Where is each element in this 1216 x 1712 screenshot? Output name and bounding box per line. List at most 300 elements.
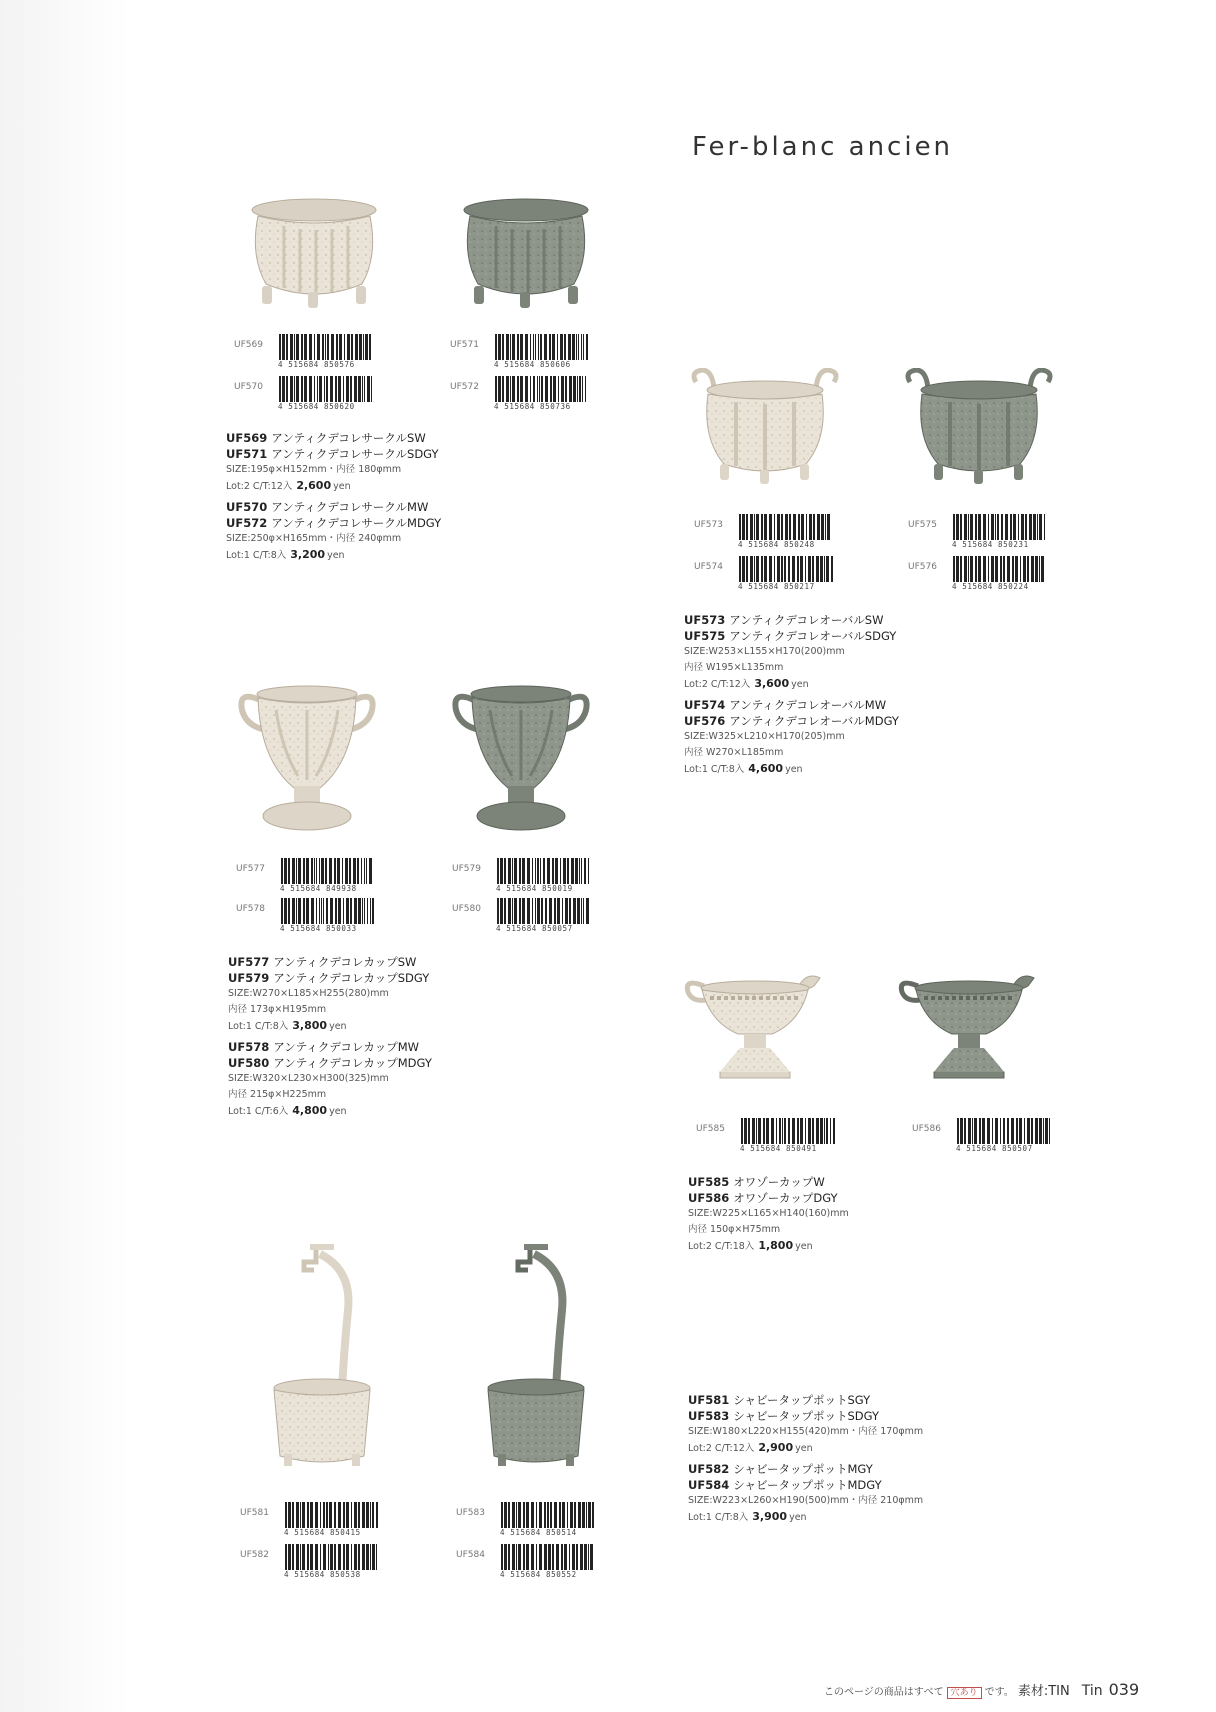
barcode-bar [508, 858, 511, 884]
product-inner-size: 内径 W270×L185mm [684, 747, 784, 758]
barcode-bar [539, 376, 540, 402]
barcode-bar [357, 858, 359, 884]
barcode-bar [553, 376, 556, 402]
barcode-bar [363, 334, 364, 360]
barcode-bar [576, 334, 577, 360]
barcode-bar [537, 858, 539, 884]
barcode-bar [364, 898, 365, 924]
barcode-bar [512, 1502, 515, 1528]
footer-note-end: です。 [984, 1687, 1014, 1698]
barcode-bar [968, 1118, 971, 1144]
barcode-bar [769, 556, 772, 582]
barcode-bar [756, 556, 759, 582]
barcode-bar [298, 858, 301, 884]
barcode-bar [323, 1502, 325, 1528]
barcode-bar [351, 1502, 352, 1528]
product-lot-price [684, 676, 899, 693]
barcode-bar [366, 1544, 369, 1570]
barcode-bar [564, 1544, 567, 1570]
barcode-bar [953, 556, 955, 582]
barcode-bar [827, 514, 830, 540]
lot-info: Lot:1 C/T:8入 [228, 1021, 289, 1032]
barcode-bar [1005, 514, 1008, 540]
product-size: SIZE:W320×L230×H300(325)mm [228, 1073, 389, 1084]
barcode-bar [362, 376, 363, 402]
product-name-line [226, 430, 441, 446]
product-name: アンティクデコレカップSW [273, 955, 417, 969]
barcode-number: 4 515684 850507 [956, 1144, 1033, 1153]
barcode-bar [820, 556, 823, 582]
barcode-bar [557, 334, 558, 360]
barcode-code: UF586 [912, 1124, 941, 1134]
barcode-bar [520, 334, 523, 360]
barcode-bar [569, 898, 571, 924]
barcode-code: UF578 [236, 904, 265, 914]
barcode-bar [290, 376, 293, 402]
barcode-code: UF581 [240, 1508, 269, 1518]
barcode-bar [750, 514, 753, 540]
barcode-bar [301, 334, 303, 360]
barcode-bar [370, 1502, 371, 1528]
barcode-bar [520, 376, 523, 402]
barcode-bar [317, 376, 318, 402]
product-lot-price [688, 1509, 923, 1526]
barcode-bar [319, 898, 320, 924]
barcode-bar [992, 1118, 993, 1144]
product-code: UF570 [226, 500, 268, 514]
barcode-bar [502, 334, 504, 360]
product-name: アンティクデコレサークルMW [271, 500, 429, 514]
product-lot-price [688, 1440, 923, 1457]
barcode-bar [331, 334, 334, 360]
barcode-bar [817, 514, 820, 540]
barcode-bar [329, 1502, 332, 1528]
barcode-bar [324, 376, 325, 402]
barcode-bar [748, 1118, 750, 1144]
product-name-line [684, 612, 899, 628]
barcode-bar [309, 376, 312, 402]
product-code: UF573 [684, 613, 726, 627]
barcode-bar [572, 334, 575, 360]
barcode-bar [558, 376, 559, 402]
barcode-bar [774, 514, 775, 540]
product-code: UF575 [684, 629, 726, 643]
product-group [226, 430, 441, 495]
price: 4,600 [748, 762, 784, 775]
barcode-bar [979, 1118, 981, 1144]
hole-tag: 穴あり [947, 1687, 982, 1699]
product-size: SIZE:W270×L185×H255(280)mm [228, 988, 389, 999]
barcode-number: 4 515684 850415 [284, 1528, 361, 1537]
barcode-bar [315, 1502, 318, 1528]
barcode-code: UF583 [456, 1508, 485, 1518]
barcode-bar [797, 1118, 799, 1144]
product-code: UF582 [688, 1462, 730, 1476]
barcode-bar [286, 334, 288, 360]
barcode-bar [570, 1502, 573, 1528]
barcode-bar [561, 376, 564, 402]
barcode-bar [372, 1502, 374, 1528]
barcode-bar [362, 898, 363, 924]
product-inner-size: 内径 150φ×H75mm [688, 1224, 781, 1235]
barcode-bar [746, 556, 748, 582]
barcode-bar [754, 514, 755, 540]
barcode-bar [975, 556, 977, 582]
barcode-bar [512, 376, 515, 402]
barcode-bar [571, 858, 574, 884]
product-code: UF574 [684, 698, 726, 712]
lot-info: Lot:2 C/T:12入 [226, 481, 293, 492]
barcode-bar [519, 858, 521, 884]
barcode-bar [538, 334, 539, 360]
product-code: UF581 [688, 1393, 730, 1407]
info-block-oval [684, 612, 899, 782]
barcode-code: UF582 [240, 1550, 269, 1560]
barcode-bar [583, 898, 584, 924]
barcode-bar [342, 858, 343, 884]
barcode-bar [338, 1544, 341, 1570]
barcode-bar [808, 556, 811, 582]
barcode-bar [584, 858, 586, 884]
barcode-bar [752, 1118, 755, 1144]
product-group [688, 1392, 923, 1457]
product-code: UF579 [228, 971, 270, 985]
barcode-bar [328, 1544, 329, 1570]
page-footer [824, 1680, 1139, 1699]
barcode-bar [306, 858, 309, 884]
barcode-bar [329, 858, 332, 884]
barcode-bar [565, 376, 567, 402]
barcode-bar [365, 334, 368, 360]
barcode-bar [501, 1544, 503, 1570]
barcode-number: 4 515684 850538 [284, 1570, 361, 1579]
barcode-bar [1039, 1118, 1042, 1144]
barcode-bar [298, 898, 301, 924]
barcode-bar [346, 376, 349, 402]
barcode-bar [325, 858, 327, 884]
price: 4,800 [292, 1104, 328, 1117]
barcode-bar [497, 898, 499, 924]
barcode-bar [750, 556, 753, 582]
barcode-bar [372, 898, 374, 924]
barcode-bar [526, 1544, 529, 1570]
barcode-bar [292, 1544, 294, 1570]
barcode-bar [573, 898, 576, 924]
barcode-bar [338, 898, 341, 924]
info-block-oiseau [688, 1174, 849, 1259]
barcode-bar [296, 1544, 299, 1570]
barcode-bar [317, 334, 320, 360]
barcode-bar [518, 1502, 521, 1528]
barcode-bar [1027, 556, 1029, 582]
barcode-bar [1007, 1118, 1009, 1144]
barcode-bar [953, 514, 955, 540]
barcode-bar [547, 1502, 549, 1528]
product-image-uf569-circle-sw [244, 196, 384, 311]
barcode-bar [970, 556, 973, 582]
product-name: アンティクデコレオーバルMW [729, 698, 887, 712]
barcode-bar [586, 898, 589, 924]
material-label: 素材:TIN [1017, 1684, 1070, 1699]
product-name: アンティクデコレカップMW [273, 1040, 420, 1054]
barcode-bar [1003, 556, 1005, 582]
barcode-bar [771, 1118, 774, 1144]
barcode-bar [315, 1544, 318, 1570]
barcode-bars [284, 1502, 380, 1530]
product-name: アンティクデコレカップMDGY [273, 1056, 432, 1070]
barcode-bar [978, 514, 981, 540]
barcode-bar [346, 1544, 349, 1570]
barcode-bar [367, 898, 368, 924]
barcode-bar [316, 858, 317, 884]
currency: yen [327, 550, 345, 561]
barcode-bar [282, 334, 285, 360]
barcode-bar [960, 514, 962, 540]
product-name: オワゾーカップDGY [733, 1191, 838, 1205]
barcode-bar [569, 376, 572, 402]
barcode-bar [581, 898, 582, 924]
barcode-bar [279, 334, 281, 360]
barcode-bar [504, 1502, 507, 1528]
barcode-bar [792, 1118, 795, 1144]
barcode-bars [494, 334, 590, 362]
barcode-bar [334, 1502, 336, 1528]
barcode-bar [504, 858, 506, 884]
barcode-bar [369, 334, 371, 360]
currency: yen [785, 764, 803, 775]
barcode-bar [1041, 556, 1044, 582]
barcode-bar [982, 1118, 985, 1144]
barcode-bar [536, 1544, 537, 1570]
barcode-bar [376, 1544, 377, 1570]
barcode-bar [581, 858, 582, 884]
barcode-bar [784, 556, 786, 582]
barcode-bar [586, 1502, 587, 1528]
barcode-code: UF571 [450, 340, 479, 350]
barcode-bar [281, 898, 283, 924]
barcode-bar [816, 1118, 819, 1144]
barcode-bar [562, 1502, 565, 1528]
barcode-bar [343, 898, 344, 924]
barcode-bar [756, 1118, 757, 1144]
barcode-bar [330, 1544, 333, 1570]
price: 2,600 [296, 479, 332, 492]
barcode-bar [508, 1502, 510, 1528]
barcode-bars [280, 898, 376, 926]
product-image-uf583-tap-pot-sdgy [470, 1240, 600, 1480]
barcode-bar [498, 334, 501, 360]
product-image-uf585-oiseau-w [680, 968, 830, 1088]
barcode-bar [756, 514, 759, 540]
product-name-line [688, 1461, 923, 1477]
product-inner-size: 内径 W195×L135mm [684, 662, 784, 673]
barcode-bar [510, 334, 511, 360]
currency: yen [789, 1512, 807, 1523]
barcode-bar [541, 376, 543, 402]
footer-note: このページの商品はすべて [824, 1687, 944, 1698]
barcode-bar [351, 1544, 352, 1570]
product-name: アンティクデコレサークルSDGY [271, 447, 439, 461]
product-name-line [228, 954, 432, 970]
barcode-bars [738, 514, 834, 542]
barcode-bar [525, 334, 528, 360]
lot-info: Lot:1 C/T:8入 [684, 764, 745, 775]
barcode-bar [1039, 556, 1040, 582]
barcode-bar [336, 334, 338, 360]
lot-info: Lot:2 C/T:12入 [684, 679, 751, 690]
barcode-bar [974, 1118, 977, 1144]
barcode-number: 4 515684 849938 [280, 884, 357, 893]
barcode-bar [798, 514, 800, 540]
product-inner-size: 内径 173φ×H195mm [228, 1004, 327, 1015]
product-name-line [688, 1190, 849, 1206]
barcode-bar [1016, 1118, 1018, 1144]
product-image-uf575-oval-sdgy [904, 368, 1054, 488]
barcode-bar [323, 898, 324, 924]
barcode-bars [500, 1544, 596, 1572]
barcode-bar [826, 556, 829, 582]
barcode-bar [544, 1502, 546, 1528]
barcode-bar [800, 1118, 803, 1144]
barcode-code: UF579 [452, 864, 481, 874]
barcode-bar [512, 334, 515, 360]
barcode-code: UF569 [234, 340, 263, 350]
barcode-bar [292, 1502, 294, 1528]
barcode-bar [307, 1544, 309, 1570]
barcode-bar [300, 1544, 301, 1570]
barcode-bar [972, 1118, 973, 1144]
barcode-bar [334, 1544, 336, 1570]
barcode-bar [995, 556, 998, 582]
product-name: シャビータップポットMDGY [733, 1478, 882, 1492]
lot-info: Lot:1 C/T:6入 [228, 1106, 289, 1117]
product-name-line [684, 697, 899, 713]
barcode-bar [284, 858, 287, 884]
barcode-bar [535, 334, 536, 360]
lot-info: Lot:1 C/T:8入 [688, 1512, 749, 1523]
barcode-bar [785, 514, 788, 540]
barcode-bar [1019, 1118, 1022, 1144]
barcode-bar [284, 898, 287, 924]
barcode-bar [742, 514, 745, 540]
barcode-bar [288, 898, 290, 924]
barcode-bar [500, 858, 503, 884]
product-lot-price [226, 547, 441, 564]
product-size: SIZE:W325×L210×H170(205)mm [684, 731, 845, 742]
barcode-bar [314, 858, 315, 884]
barcode-bar [311, 858, 313, 884]
barcode-bar [568, 334, 571, 360]
product-group [226, 499, 441, 564]
currency: yen [795, 1443, 813, 1454]
barcode-bar [302, 1544, 305, 1570]
product-name: アンティクデコレサークルSW [271, 431, 426, 445]
currency: yen [329, 1106, 347, 1117]
barcode-number: 4 515684 850514 [500, 1528, 577, 1537]
barcode-bar [784, 1118, 786, 1144]
barcode-bar [574, 1502, 576, 1528]
barcode-bar [504, 898, 506, 924]
barcode-bar [532, 858, 533, 884]
barcode-bar [991, 556, 994, 582]
barcode-bar [781, 556, 783, 582]
barcode-bar [370, 898, 371, 924]
barcode-bar [366, 1502, 369, 1528]
barcode-bar [580, 1544, 583, 1570]
barcode-bar [320, 1502, 321, 1528]
barcode-bar [364, 376, 365, 402]
barcode-bar [820, 1118, 823, 1144]
barcode-bar [319, 858, 320, 884]
barcode-bar [347, 334, 350, 360]
barcode-bar [525, 376, 528, 402]
barcode-bar [975, 514, 977, 540]
barcode-bar [531, 1502, 534, 1528]
barcode-bar [824, 556, 825, 582]
price: 3,200 [290, 548, 326, 561]
barcode-bar [586, 334, 588, 360]
product-code: UF577 [228, 955, 270, 969]
barcode-bar [288, 1544, 291, 1570]
barcode-number: 4 515684 850033 [280, 924, 357, 933]
barcode-bar [535, 898, 536, 924]
barcode-bar [288, 858, 290, 884]
barcode-bar [797, 556, 799, 582]
barcode-bar [983, 556, 986, 582]
product-name-line [228, 1055, 432, 1071]
product-name: シャビータップポットMGY [733, 1462, 873, 1476]
barcode-bar [334, 858, 336, 884]
barcode-bar [1021, 514, 1024, 540]
product-image-uf579-cup-sdgy [446, 680, 596, 840]
barcode-bar [554, 898, 556, 924]
barcode-bar [533, 376, 535, 402]
barcode-bar [358, 1502, 360, 1528]
product-name-line [684, 713, 899, 729]
barcode-bars [496, 858, 592, 886]
barcode-bar [292, 898, 295, 924]
product-name-line [688, 1477, 923, 1493]
barcode-bar [964, 556, 967, 582]
barcode-bar [292, 858, 295, 884]
barcode-bar [573, 376, 576, 402]
barcode-bar [995, 514, 996, 540]
barcode-bar [351, 334, 353, 360]
barcode-bar [526, 1502, 529, 1528]
barcode-bar [371, 376, 372, 402]
barcode-bar [764, 556, 767, 582]
barcode-bar [286, 376, 288, 402]
barcode-bar [997, 514, 999, 540]
barcode-bar [540, 334, 542, 360]
barcode-bar [1003, 1118, 1005, 1144]
barcode-bar [809, 514, 812, 540]
barcode-bar [763, 1118, 765, 1144]
barcode-bar [572, 1544, 575, 1570]
barcode-bar [514, 858, 517, 884]
barcode-bar [1044, 514, 1045, 540]
product-name-line [228, 1039, 432, 1055]
barcode-bar [577, 898, 580, 924]
barcode-bar [354, 898, 357, 924]
price: 1,800 [758, 1239, 794, 1252]
barcode-bar [549, 334, 551, 360]
barcode-bar [1049, 1118, 1050, 1144]
barcode-bar [314, 334, 315, 360]
price: 3,600 [754, 677, 790, 690]
barcode-bar [304, 376, 307, 402]
barcode-bar [544, 1544, 547, 1570]
